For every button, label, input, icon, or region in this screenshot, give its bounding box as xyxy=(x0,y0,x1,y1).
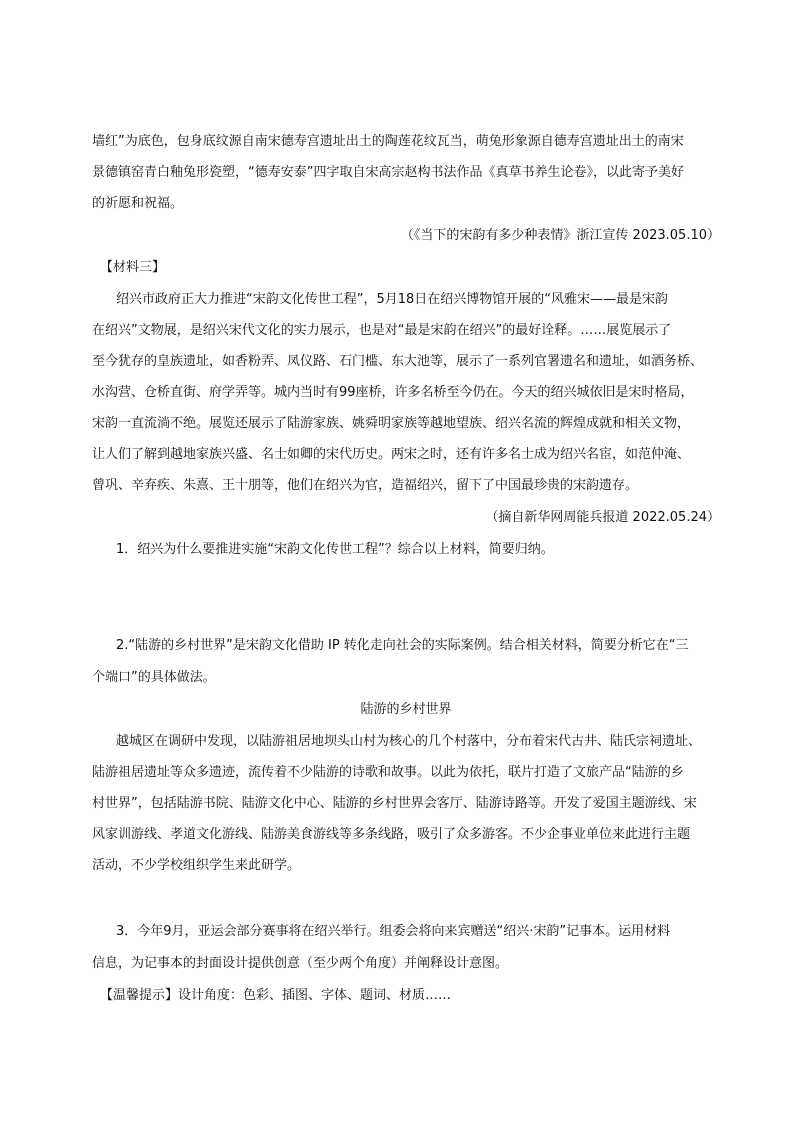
material3-heading: 【材料三】 xyxy=(100,260,166,275)
question-3-line: 信息，为记事本的封面设计提供创意（至少两个角度）并阐释设计意图。 xyxy=(92,956,509,971)
material3-line: 曾巩、辛弃疾、朱熹、王十朋等，他们在绍兴为官，造福绍兴，留下了中国最珍贵的宋韵遗存。 xyxy=(92,478,639,493)
material2-source: （《当下的宋韵有多少种表情》浙江宣传 2023.05.10） xyxy=(400,228,720,243)
question-2-passage-line: 风家训游线、孝道文化游线、陆游美食游线等多条线路，吸引了众多游客。不少企事业单位来此进行主题 xyxy=(92,827,691,842)
material2-line: 景德镇窑青白釉兔形瓷塑，“德寿安泰”四字取自宋高宗赵构书法作品《真草书养生论卷》，以此寄予美好 xyxy=(92,165,684,180)
question-2-line: 2.“陆游的乡村世界”是宋韵文化借助 IP 转化走向社会的实际案例。结合相关材料，简要分析它在“三 xyxy=(116,638,689,653)
question-3-line: 3．今年9月，亚运会部分赛事将在绍兴举行。组委会将向来宾赠送“绍兴·宋韵”记事本。运用材料 xyxy=(116,924,671,939)
question-2-passage-line: 活动，不少学校组织学生来此研学。 xyxy=(92,858,301,873)
question-1: 1．绍兴为什么要推进实施“宋韵文化传世工程”？综合以上材料，简要归纳。 xyxy=(116,542,554,557)
material3-line: 绍兴市政府正大力推进“宋韵文化传世工程”，5月18日在绍兴博物馆开展的“风雅宋——最是宋韵 xyxy=(116,292,669,307)
material3-line: 让人们了解到越地家族兴盛、名士如卿的宋代历史。两宋之时，还有许多名士成为绍兴名宦，如范仲淹、 xyxy=(92,447,691,462)
question-2-line: 个端口”的具体做法。 xyxy=(92,670,216,685)
question-2-passage-line: 村世界”，包括陆游书院、陆游文化中心、陆游的乡村世界会客厅、陆游诗路等。开发了爱国主题游线、宋 xyxy=(92,796,697,811)
material2-line: 墙红”为底色，包身底纹源自南宋德寿宫遗址出土的陶莲花纹瓦当，萌兔形象源自德寿宫遗址出土的南宋 xyxy=(92,134,684,149)
question-2-passage-line: 陆游祖居遗址等众多遗迹，流传着不少陆游的诗歌和故事。以此为依托，联片打造了文旅产品“陆游的乡 xyxy=(92,765,684,780)
question-3-tip: 【温馨提示】设计角度：色彩、插图、字体、题词、材质…… xyxy=(100,988,452,1003)
material3-line: 至今犹存的皇族遗址，如香粉弄、凤仪路、石门槛、东大池等，展示了一系列官署遗名和遗址，如酒务桥、 xyxy=(92,354,704,369)
question-2-passage-title: 陆游的乡村世界 xyxy=(360,702,452,717)
material3-line: 宋韵一直流淌不绝。展览还展示了陆游家族、姚舜明家族等越地望族、绍兴名流的辉煌成就和相关文物， xyxy=(92,416,691,431)
material3-source: （摘自新华网周能兵报道 2022.05.24） xyxy=(485,510,720,525)
question-2-passage-line: 越城区在调研中发现，以陆游祖居地坝头山村为核心的几个村落中，分布着宋代古井、陆氏宗祠遗址、 xyxy=(116,734,702,749)
material3-line: 在绍兴”文物展，是绍兴宋代文化的实力展示，也是对“最是宋韵在绍兴”的最好诠释。……展览展示了 xyxy=(92,323,672,338)
material3-line: 水沟营、仓桥直街、府学弄等。城内当时有99座桥，许多名桥至今仍在。今天的绍兴城依旧是宋时格局， xyxy=(92,385,694,400)
material2-line: 的祈愿和祝福。 xyxy=(92,196,184,211)
